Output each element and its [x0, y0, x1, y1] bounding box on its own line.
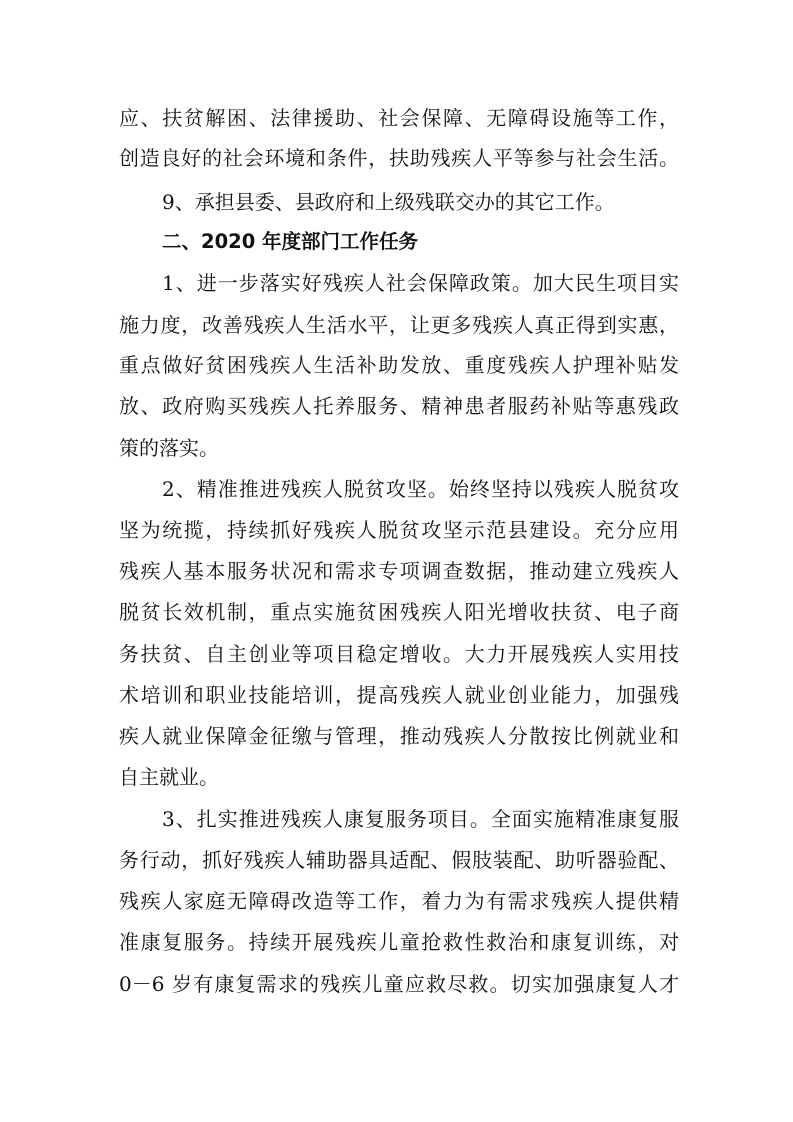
paragraph-2-line: 术培训和职业技能培训，提高残疾人就业创业能力，加强残 — [119, 683, 679, 707]
paragraph-2-line: 疾人就业保障金征缴与管理，推动残疾人分散按比例就业和 — [119, 724, 679, 748]
paragraph-3-line: 残疾人家庭无障碍改造等工作，着力为有需求残疾人提供精 — [119, 889, 679, 913]
paragraph-2-line: 坚为统揽，持续抓好残疾人脱贫攻坚示范县建设。充分应用 — [119, 518, 679, 542]
paragraph-2-line: 2、精准推进残疾人脱贫攻坚。始终坚持以残疾人脱贫攻 — [162, 477, 679, 501]
paragraph-1-line: 施力度，改善残疾人生活水平，让更多残疾人真正得到实惠， — [119, 313, 679, 337]
paragraph-3-line: 3、扎实推进残疾人康复服务项目。全面实施精准康复服 — [162, 807, 679, 831]
body-text-line: 创造良好的社会环境和条件，扶助残疾人平等参与社会生活。 — [119, 146, 679, 170]
paragraph-1-line: 放、政府购买残疾人托养服务、精神患者服药补贴等惠残政 — [119, 394, 679, 418]
paragraph-3-line: 准康复服务。持续开展残疾儿童抢救性救治和康复训练，对 — [119, 930, 679, 954]
paragraph-3-line: 0－6 岁有康复需求的残疾儿童应救尽救。切实加强康复人才 — [119, 972, 679, 996]
section-heading: 二、2020 年度部门工作任务 — [162, 230, 419, 253]
paragraph-2-line: 残疾人基本服务状况和需求专项调查数据，推动建立残疾人 — [119, 559, 679, 583]
paragraph-2-line: 自主就业。 — [119, 765, 219, 789]
paragraph-2-line: 务扶贫、自主创业等项目稳定增收。大力开展残疾人实用技 — [119, 642, 679, 666]
body-text-line: 应、扶贫解困、法律援助、社会保障、无障碍设施等工作， — [119, 106, 679, 130]
list-item-9: 9、承担县委、县政府和上级残联交办的其它工作。 — [162, 190, 615, 214]
paragraph-2-line: 脱贫长效机制，重点实施贫困残疾人阳光增收扶贫、电子商 — [119, 600, 679, 624]
paragraph-3-line: 务行动，抓好残疾人辅助器具适配、假肢装配、助听器验配、 — [119, 848, 679, 872]
paragraph-1-line: 策的落实。 — [119, 436, 219, 460]
paragraph-1-line: 重点做好贫困残疾人生活补助发放、重度残疾人护理补贴发 — [119, 353, 679, 377]
paragraph-1-line: 1、进一步落实好残疾人社会保障政策。加大民生项目实 — [162, 271, 679, 295]
